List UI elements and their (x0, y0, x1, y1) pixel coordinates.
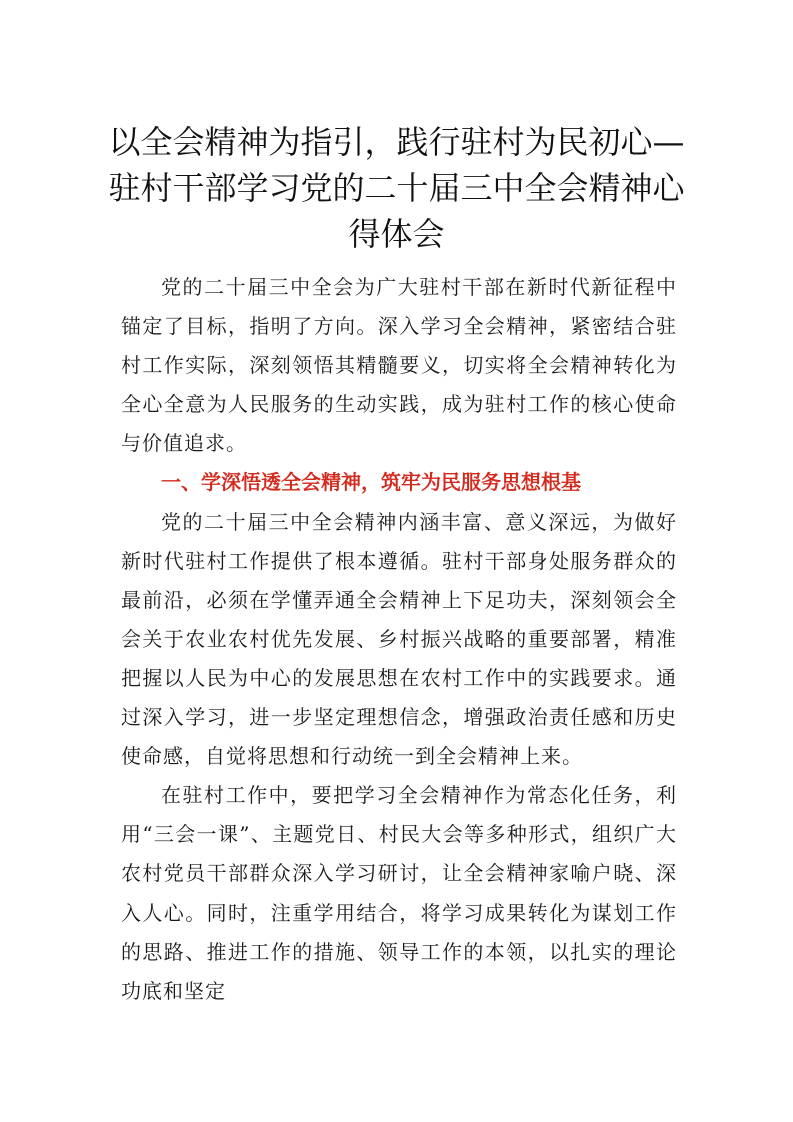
intro-paragraph: 党的二十届三中全会为广大驻村干部在新时代新征程中锚定了目标，指明了方向。深入学习全会精神，紧密结合驻村工作实际，深刻领悟其精髓要义，切实将全会精神转化为全心全意为人民服务的生动实践，成为驻村工作的核心使命与价值追求。 (121, 275, 677, 456)
section-heading-1: 一、学深悟透全会精神，筑牢为民服务思想根基 (161, 470, 581, 495)
section-1-paragraph-1: 党的二十届三中全会精神内涵丰富、意义深远，为做好新时代驻村工作提供了根本遵循。驻村干部身处服务群众的最前沿，必须在学懂弄通全会精神上下足功夫，深刻领会全会关于农业农村优先发展、乡村振兴战略的重要部署，精准把握以人民为中心的发展思想在农村工作中的实践要求。通过深入学习，进一步坚定理想信念，增强政治责任感和历史使命感，自觉将思想和行动统一到全会精神上来。 (121, 509, 677, 769)
section-1-paragraph-2: 在驻村工作中，要把学习全会精神作为常态化任务，利用“三会一课”、主题党日、村民大会等多种形式，组织广大农村党员干部群众深入学习研讨，让全会精神家喻户晓、深入人心。同时，注重学用结合，将学习成果转化为谋划工作的思路、推进工作的措施、领导工作的本领，以扎实的理论功底和坚定 (121, 783, 677, 1003)
document-title: 以全会精神为指引，践行驻村为民初心—驻村干部学习党的二十届三中全会精神心得体会 (108, 123, 685, 253)
document-body (121, 268, 677, 1011)
